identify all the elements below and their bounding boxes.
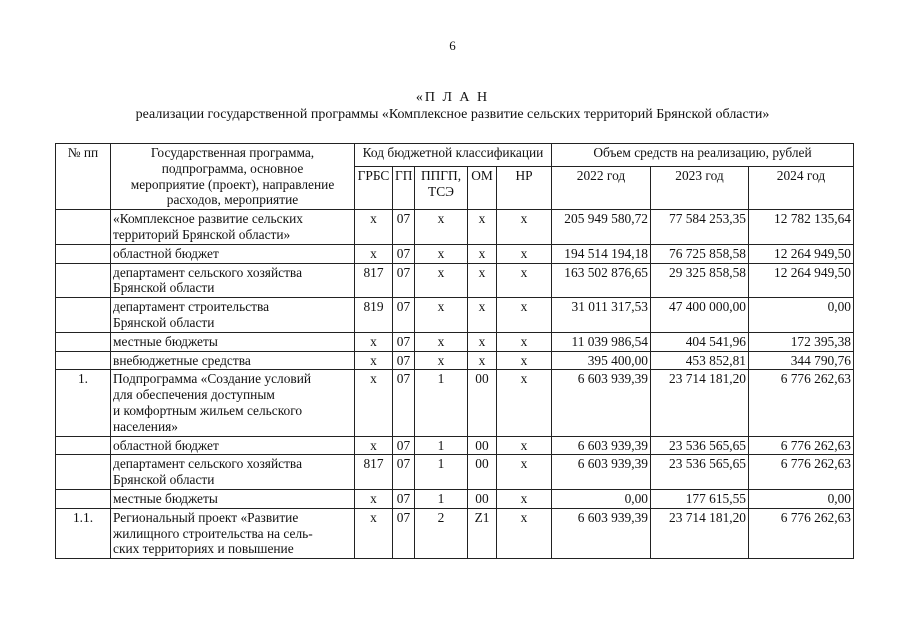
document-subtitle: реализации государственной программы «Комплексное развитие сельских территорий Брянской области» [135,107,770,122]
row-name-line: Брянской области [113,472,215,488]
header-2022: 2022 год [552,167,651,210]
row-amount-2024: 12 782 135,64 [749,210,854,245]
row-grbs: х [355,244,393,263]
row-amount-2023: 453 852,81 [651,351,749,370]
row-gp: 07 [393,210,415,245]
row-name [111,210,355,245]
row-number [56,263,111,298]
table-row [56,370,854,436]
row-ppgp: 1 [415,436,468,455]
table-row [56,455,854,490]
row-ppgp: х [415,210,468,245]
row-name-line: Брянской области [113,314,215,330]
row-np: х [497,455,552,490]
row-np: х [497,244,552,263]
table-row [56,332,854,351]
row-grbs: 817 [355,263,393,298]
row-grbs: 819 [355,298,393,333]
row-name-line: для обеспечения доступным [113,387,275,403]
row-om: х [468,298,497,333]
row-number [56,436,111,455]
row-amount-2024: 6 776 262,63 [749,370,854,436]
row-number: 1. [56,370,111,436]
row-np: х [497,263,552,298]
row-amount-2023: 23 536 565,65 [651,455,749,490]
row-name [111,351,355,370]
row-om: Z1 [468,508,497,558]
row-gp: 07 [393,436,415,455]
row-name [111,263,355,298]
row-gp: 07 [393,332,415,351]
row-name-line: территорий Брянской области» [113,226,291,242]
row-name-line: областной бюджет [113,437,219,453]
row-name-line: департамент строительства [113,299,270,315]
row-amount-2024: 0,00 [749,298,854,333]
table-row [56,210,854,245]
row-np: х [497,332,552,351]
row-ppgp: 1 [415,489,468,508]
row-om: 00 [468,455,497,490]
row-amount-2024: 0,00 [749,489,854,508]
row-amount-2023: 404 541,96 [651,332,749,351]
row-ppgp: х [415,263,468,298]
row-ppgp: 2 [415,508,468,558]
row-name [111,489,355,508]
row-number [56,332,111,351]
header-grbs: ГРБС [355,167,393,210]
row-amount-2024: 12 264 949,50 [749,263,854,298]
row-gp: 07 [393,370,415,436]
row-amount-2023: 23 714 181,20 [651,370,749,436]
row-name-line: местные бюджеты [113,490,218,506]
row-amount-2023: 76 725 858,58 [651,244,749,263]
table-row [56,436,854,455]
row-name-line: ских территориях и повышение [113,541,294,557]
row-np: х [497,508,552,558]
row-amount-2022: 6 603 939,39 [552,508,651,558]
header-ppgp [415,167,468,210]
row-gp: 07 [393,298,415,333]
row-np: х [497,351,552,370]
row-name [111,455,355,490]
header-gp: ГП [393,167,415,210]
row-grbs: х [355,370,393,436]
row-np: х [497,370,552,436]
header-ppgp-line2: ТСЭ [428,184,454,200]
row-amount-2022: 6 603 939,39 [552,455,651,490]
row-grbs: х [355,508,393,558]
row-amount-2022: 11 039 986,54 [552,332,651,351]
row-amount-2022: 163 502 876,65 [552,263,651,298]
table-row [56,489,854,508]
row-gp: 07 [393,263,415,298]
row-amount-2024: 6 776 262,63 [749,508,854,558]
row-name [111,436,355,455]
row-name-line: департамент сельского хозяйства [113,456,303,472]
header-budget-code: Код бюджетной классификации [355,144,552,167]
row-amount-2024: 344 790,76 [749,351,854,370]
page-number: 6 [449,38,456,53]
row-amount-2023: 23 714 181,20 [651,508,749,558]
row-np: х [497,298,552,333]
header-ppgp-text: ПГП, [430,168,462,184]
row-amount-2024: 6 776 262,63 [749,436,854,455]
row-name-line: «Комплексное развитие сельских [113,211,303,227]
row-ppgp: х [415,244,468,263]
row-number: 1.1. [56,508,111,558]
table-row [56,244,854,263]
header-name-line: подпрограмма, основное [161,160,304,176]
row-gp: 07 [393,455,415,490]
row-name-line: жилищного строительства на сель- [113,525,313,541]
header-ppgp-prefix: П [420,168,431,184]
row-om: х [468,244,497,263]
row-name-line: внебюджетные средства [113,352,251,368]
row-amount-2022: 0,00 [552,489,651,508]
row-number [56,351,111,370]
row-ppgp: х [415,298,468,333]
row-name-line: населения» [113,418,178,434]
row-name-line: Брянской области [113,280,215,296]
row-om: х [468,332,497,351]
row-amount-2024: 172 395,38 [749,332,854,351]
header-num: № пп [56,144,111,210]
row-name [111,244,355,263]
row-ppgp: 1 [415,370,468,436]
document-title: «П Л А Н [415,90,490,105]
row-name [111,298,355,333]
row-name [111,508,355,558]
row-gp: 07 [393,244,415,263]
row-amount-2022: 205 949 580,72 [552,210,651,245]
row-name [111,370,355,436]
row-om: 00 [468,370,497,436]
row-grbs: х [355,489,393,508]
row-amount-2022: 194 514 194,18 [552,244,651,263]
row-amount-2023: 77 584 253,35 [651,210,749,245]
row-amount-2023: 29 325 858,58 [651,263,749,298]
row-number [56,298,111,333]
header-name [111,144,355,210]
table-row [56,508,854,558]
row-gp: 07 [393,508,415,558]
header-name-line: мероприятие (проект), направление [130,176,335,192]
row-om: х [468,351,497,370]
row-amount-2024: 6 776 262,63 [749,455,854,490]
row-name [111,332,355,351]
row-amount-2024: 12 264 949,50 [749,244,854,263]
row-number [56,455,111,490]
row-om: 00 [468,436,497,455]
row-name-line: и комфортным жильем сельского [113,402,303,418]
table-row [56,351,854,370]
row-gp: 07 [393,489,415,508]
row-grbs: х [355,332,393,351]
table-row [56,263,854,298]
row-ppgp: х [415,351,468,370]
header-name-line: Государственная программа, [150,145,315,160]
header-ppgp-line [417,168,465,184]
row-number [56,210,111,245]
header-volume: Объем средств на реализацию, рублей [552,144,854,167]
row-number [56,489,111,508]
row-np: х [497,489,552,508]
row-grbs: х [355,210,393,245]
row-np: х [497,210,552,245]
table-row [56,298,854,333]
row-amount-2022: 395 400,00 [552,351,651,370]
row-grbs: х [355,436,393,455]
header-om: ОМ [468,167,497,210]
row-om: х [468,210,497,245]
header-2024: 2024 год [749,167,854,210]
row-om: х [468,263,497,298]
row-gp: 07 [393,351,415,370]
plan-table-body [56,210,854,559]
row-name-line: департамент сельского хозяйства [113,264,303,280]
row-number [56,244,111,263]
header-name-line: расходов, мероприятие [166,192,299,208]
header-2023: 2023 год [651,167,749,210]
row-amount-2023: 23 536 565,65 [651,436,749,455]
row-grbs: 817 [355,455,393,490]
row-name-line: местные бюджеты [113,333,218,349]
row-np: х [497,436,552,455]
row-name-line: Подпрограмма «Создание условий [113,371,312,387]
row-name-line: областной бюджет [113,245,219,261]
row-name-line: Региональный проект «Развитие [113,509,299,525]
row-ppgp: х [415,332,468,351]
row-grbs: х [355,351,393,370]
row-om: 00 [468,489,497,508]
row-ppgp: 1 [415,455,468,490]
header-np: НР [497,167,552,210]
row-amount-2022: 6 603 939,39 [552,436,651,455]
plan-table [55,143,854,559]
header-row-top [56,144,854,167]
row-amount-2023: 47 400 000,00 [651,298,749,333]
row-amount-2023: 177 615,55 [651,489,749,508]
row-amount-2022: 6 603 939,39 [552,370,651,436]
row-amount-2022: 31 011 317,53 [552,298,651,333]
